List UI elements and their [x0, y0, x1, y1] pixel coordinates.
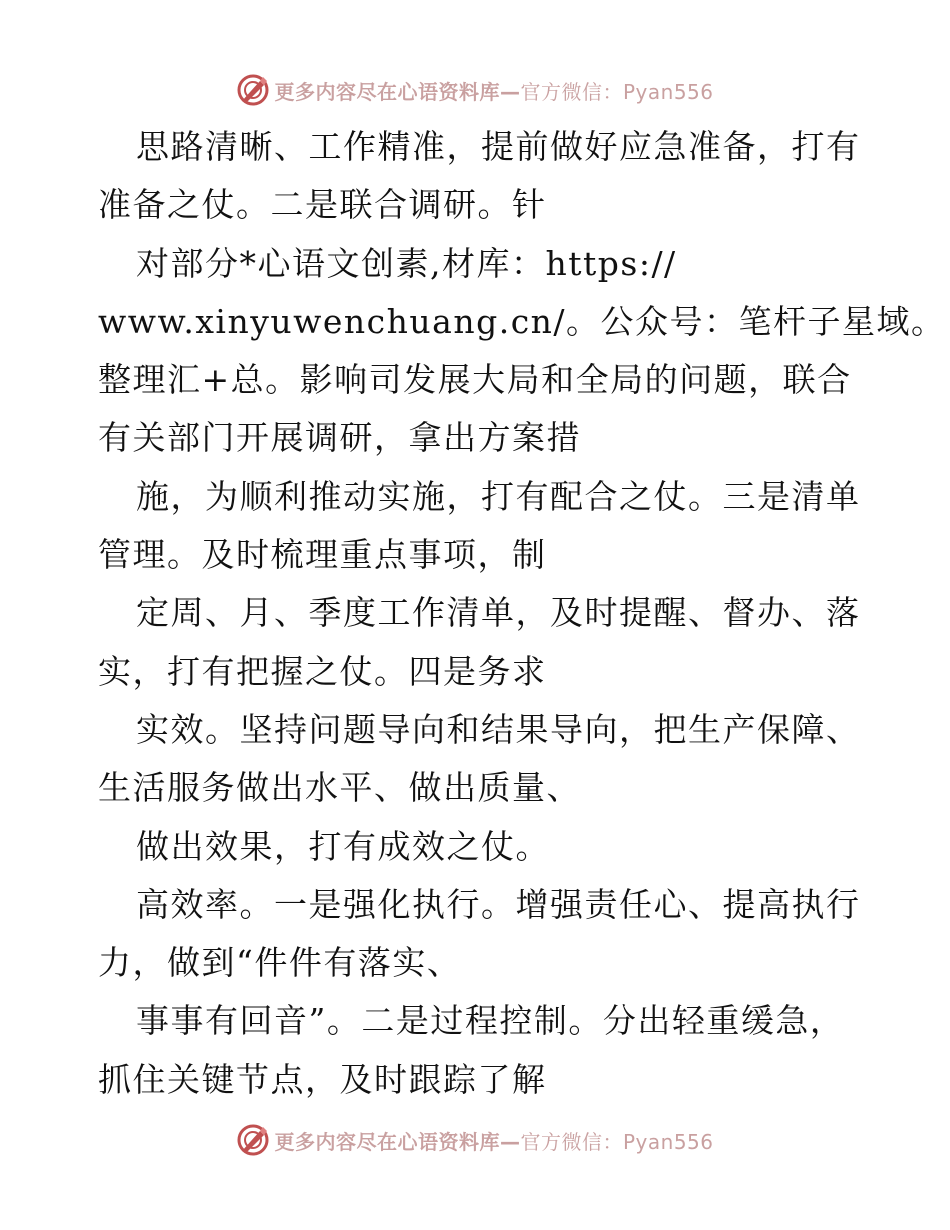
text-line: 做出效果，打有成效之仗。	[136, 826, 550, 866]
header-watermark	[0, 70, 950, 110]
text-line: 事事有回音”。二是过程控制。分出轻重缓急，	[136, 1001, 845, 1041]
text-line: 高效率。一是强化执行。增强责任心、提高执行	[136, 884, 861, 924]
text-line: 准备之仗。二是联合调研。针	[98, 185, 547, 225]
text-line: 定周、月、季度工作清单，及时提醒、督办、落	[136, 593, 861, 633]
pen-logo-icon	[236, 1123, 270, 1157]
text-line: 整理汇+总。影响司发展大局和全局的问题，联合	[98, 360, 852, 400]
text-line: 实，打有把握之仗。四是务求	[98, 651, 547, 691]
text-line: 抓住关键节点，及时跟踪了解	[98, 1059, 547, 1099]
text-line: 实效。坚持问题导向和结果导向，把生产保障、	[136, 709, 861, 749]
document-body	[98, 118, 946, 1109]
text-line: 思路清晰、工作精准，提前做好应急准备，打有	[136, 127, 861, 166]
text-line: 对部分*心语文创素,材库：https://	[136, 243, 677, 283]
text-line: 有关部门开展调研，拿出方案措	[98, 418, 581, 458]
text-line: www.xinyuwenchuang.cn/。公众号：笔杆子星域。	[98, 301, 946, 341]
footer-watermark	[0, 1120, 950, 1160]
text-line: 生活服务做出水平、做出质量、	[98, 768, 581, 808]
text-line: 力，做到“件件有落实、	[98, 943, 462, 983]
watermark-text: 更多内容尽在心语资料库—官方微信：Pyan556	[274, 1129, 714, 1154]
watermark-text: 更多内容尽在心语资料库—官方微信：Pyan556	[274, 79, 714, 104]
text-line: 施，为顺利推动实施，打有配合之仗。三是清单	[136, 476, 861, 516]
pen-logo-icon	[236, 73, 270, 107]
text-line: 管理。及时梳理重点事项，制	[98, 535, 547, 575]
